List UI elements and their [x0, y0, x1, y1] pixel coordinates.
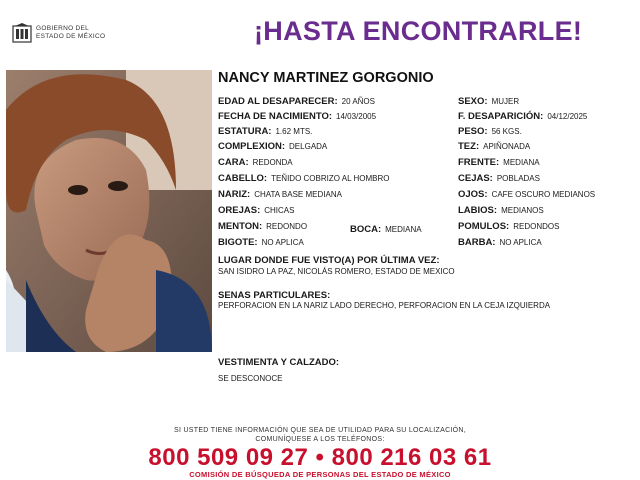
- field-value: POBLADAS: [496, 174, 540, 183]
- field-menton: [218, 221, 307, 232]
- field-label: CARA:: [218, 157, 249, 168]
- field-label: CABELLO:: [218, 173, 268, 184]
- field-label: COMPLEXION:: [218, 141, 286, 152]
- field-value: 20 AÑOS: [341, 97, 375, 106]
- field-label: FRENTE:: [458, 157, 500, 168]
- senas-title: SENAS PARTICULARES:: [218, 290, 331, 301]
- field-value: 14/03/2005: [336, 112, 377, 121]
- government-logo-text: [36, 25, 105, 41]
- field-value: MEDIANA: [385, 225, 422, 234]
- field-value: MEDIANA: [503, 158, 540, 167]
- field-orejas: [218, 205, 294, 216]
- field-value: REDONDO: [266, 222, 308, 231]
- footer-note-line2: COMUNÍQUESE A LOS TELÉFONOS:: [255, 436, 385, 443]
- state-seal-icon: [12, 22, 32, 44]
- field-label: NARIZ:: [218, 189, 251, 200]
- field-value: 04/12/2025: [547, 112, 588, 121]
- phone-number-1[interactable]: 800 509 09 27: [148, 444, 309, 471]
- field-label: PESO:: [458, 126, 488, 137]
- field-value: TEÑIDO COBRIZO AL HOMBRO: [271, 174, 390, 183]
- field-value: REDONDOS: [513, 222, 560, 231]
- field-nariz: [218, 189, 342, 200]
- field-value: 56 KGS.: [491, 127, 522, 136]
- field-value: NO APLICA: [499, 238, 542, 247]
- vestimenta-title: VESTIMENTA Y CALZADO:: [218, 357, 340, 368]
- field-label: POMULOS:: [458, 221, 510, 232]
- field-value: APIÑONADA: [483, 142, 531, 151]
- field-label: BARBA:: [458, 237, 496, 248]
- field-complexion: [218, 141, 327, 152]
- field-ojos: [458, 189, 595, 200]
- field-label: CEJAS:: [458, 173, 493, 184]
- field-label: TEZ:: [458, 141, 480, 152]
- field-tez: [458, 141, 530, 152]
- phone-numbers: [0, 444, 640, 472]
- field-cara: [218, 157, 293, 168]
- government-logo: [12, 22, 112, 46]
- lugar-text: SAN ISIDRO LA PAZ, NICOLÁS ROMERO, ESTADO DE MEXICO: [218, 267, 455, 276]
- field-cejas: [458, 173, 540, 184]
- field-sexo: [458, 96, 519, 107]
- field-label: SEXO:: [458, 96, 488, 107]
- field-value: MUJER: [491, 97, 520, 106]
- field-peso: [458, 126, 522, 137]
- footer-note-line1: SI USTED TIENE INFORMACIÓN QUE SEA DE UTILIDAD PARA SU LOCALIZACIÓN,: [173, 427, 467, 434]
- field-label: BIGOTE:: [218, 237, 258, 248]
- field-value: CHATA BASE MEDIANA: [254, 190, 342, 199]
- gov-line2: ESTADO DE MÉXICO: [36, 33, 106, 40]
- field-label: OJOS:: [458, 189, 488, 200]
- field-estatura: [218, 126, 312, 137]
- senas-text: PERFORACION EN LA NARIZ LADO DERECHO, PERFORACION EN LA CEJA IZQUIERDA: [218, 301, 551, 310]
- lugar-title: LUGAR DONDE FUE VISTO(A) POR ÚLTIMA VEZ:: [218, 255, 440, 266]
- field-value: REDONDA: [252, 158, 293, 167]
- field-nacimiento: [218, 111, 376, 122]
- vestimenta-text: SE DESCONOCE: [218, 374, 283, 383]
- phone-number-2[interactable]: 800 216 03 61: [331, 444, 492, 471]
- field-value: DELGADA: [289, 142, 328, 151]
- field-frente: [458, 157, 540, 168]
- field-bigote: [218, 237, 304, 248]
- field-label: MENTON:: [218, 221, 263, 232]
- field-value: CHICAS: [264, 206, 295, 215]
- field-barba: [458, 237, 542, 248]
- field-value: MEDIANOS: [501, 206, 544, 215]
- field-label: F. DESAPARICIÓN:: [458, 111, 544, 122]
- headline: ¡HASTA ENCONTRARLE!: [254, 16, 583, 46]
- field-cabello: [218, 173, 389, 184]
- field-label: FECHA DE NACIMIENTO:: [218, 111, 332, 122]
- field-edad: [218, 96, 375, 107]
- field-desaparicion: [458, 111, 587, 122]
- field-value: 1.62 MTS.: [275, 127, 313, 136]
- field-value: CAFE OSCURO MEDIANOS: [491, 190, 596, 199]
- missing-person-photo: [6, 70, 212, 352]
- field-label: BOCA:: [350, 224, 382, 235]
- phone-separator: •: [315, 444, 325, 471]
- field-label: EDAD AL DESAPARECER:: [218, 96, 338, 107]
- field-boca: [350, 224, 422, 235]
- field-pomulos: [458, 221, 559, 232]
- field-label: OREJAS:: [218, 205, 261, 216]
- gov-line1: GOBIERNO DEL: [36, 25, 90, 32]
- field-label: LABIOS:: [458, 205, 498, 216]
- commission-name: COMISIÓN DE BÚSQUEDA DE PERSONAS DEL ESTADO DE MÉXICO: [189, 470, 451, 479]
- person-name: NANCY MARTINEZ GORGONIO: [218, 70, 434, 86]
- field-label: ESTATURA:: [218, 126, 272, 137]
- footer-note: [0, 426, 640, 444]
- field-value: NO APLICA: [261, 238, 304, 247]
- field-labios: [458, 205, 544, 216]
